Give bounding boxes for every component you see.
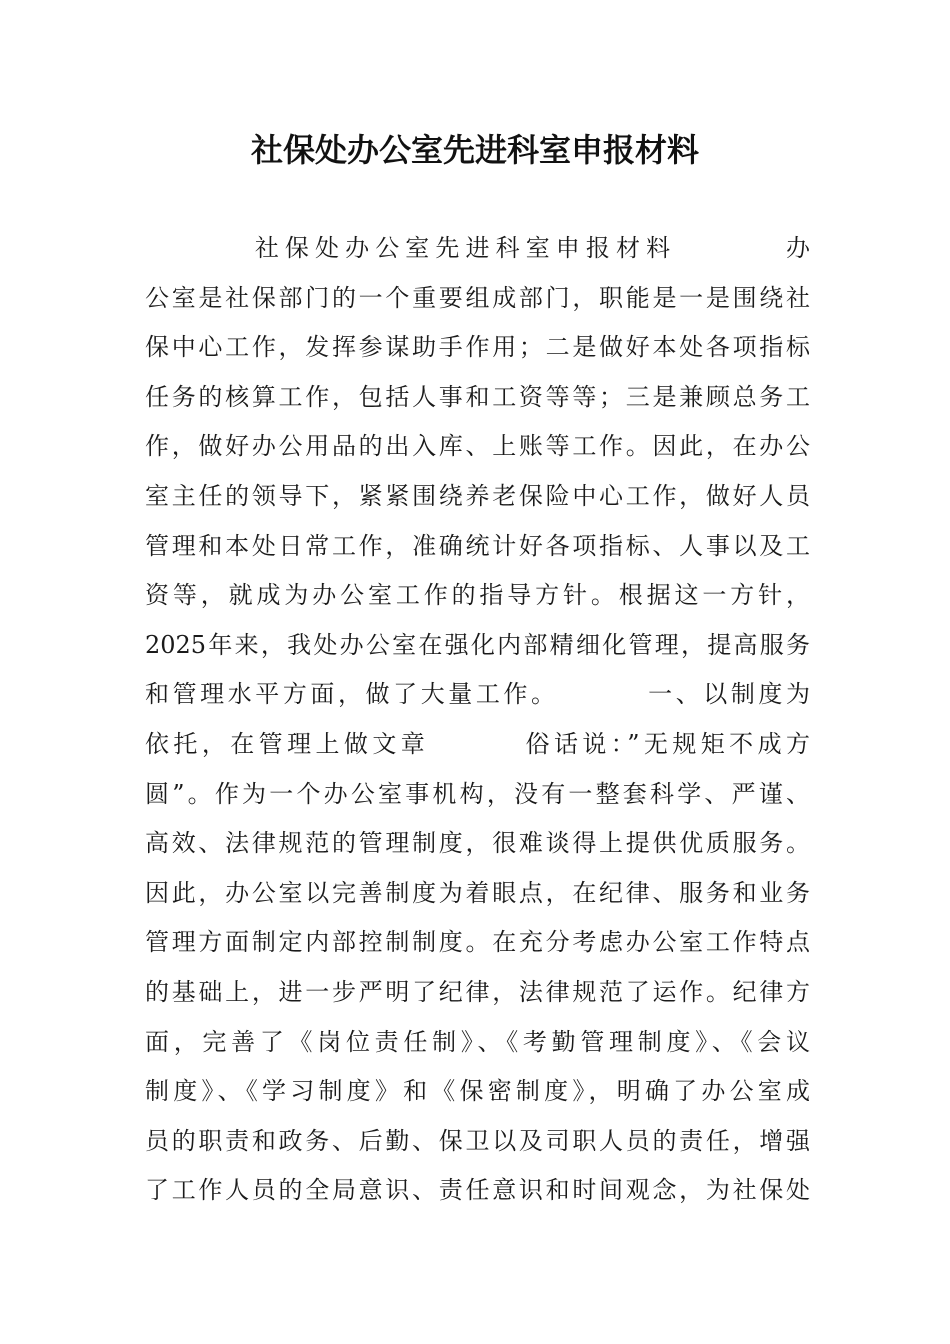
body-line: 保中心工作，发挥参谋助手作用；二是做好本处各项指标 [145,333,810,362]
body-line: 高效、法律规范的管理制度，很难谈得上提供优质服务。 [145,829,810,858]
body-line: 2025年来，我处办公室在强化内部精细化管理，提高服务 [145,630,810,659]
body-line: 资等，就成为办公室工作的指导方针。根据这一方针， [145,581,810,610]
body-line: 任务的核算工作，包括人事和工资等等；三是兼顾总务工 [145,382,810,411]
document-body [145,224,810,1216]
body-line: 室主任的领导下，紧紧围绕养老保险中心工作，做好人员 [145,481,810,510]
body-line: 因此，办公室以完善制度为着眼点，在纪律、服务和业务 [145,878,810,907]
body-line: 作，做好办公用品的出入库、上账等工作。因此，在办公 [145,432,810,461]
body-line: 管理方面制定内部控制制度。在充分考虑办公室工作特点 [145,928,810,957]
body-line: 圆”。作为一个办公室事机构，没有一整套科学、严谨、 [145,779,810,808]
body-line: 了工作人员的全局意识、责任意识和时间观念，为社保处 [145,1176,810,1205]
body-line: 面，完善了《岗位责任制》、《考勤管理制度》、《会议 [145,1027,810,1056]
body-line: 依托，在管理上做文章 俗话说：”无规矩不成方 [145,729,810,758]
body-line: 公室是社保部门的一个重要组成部门，职能是一是围绕社 [145,283,810,312]
body-line: 制度》、《学习制度》和《保密制度》，明确了办公室成 [145,1077,810,1106]
body-line: 社保处办公室先进科室申报材料 办 [145,234,810,262]
body-line: 管理和本处日常工作，准确统计好各项指标、人事以及工 [145,531,810,560]
body-line: 和管理水平方面，做了大量工作。 一、以制度为 [145,680,810,709]
body-line: 员的职责和政务、后勤、保卫以及司职人员的责任，增强 [145,1126,810,1155]
document-title: 社保处办公室先进科室申报材料 [250,131,699,169]
body-line: 的基础上，进一步严明了纪律，法律规范了运作。纪律方 [145,977,810,1006]
